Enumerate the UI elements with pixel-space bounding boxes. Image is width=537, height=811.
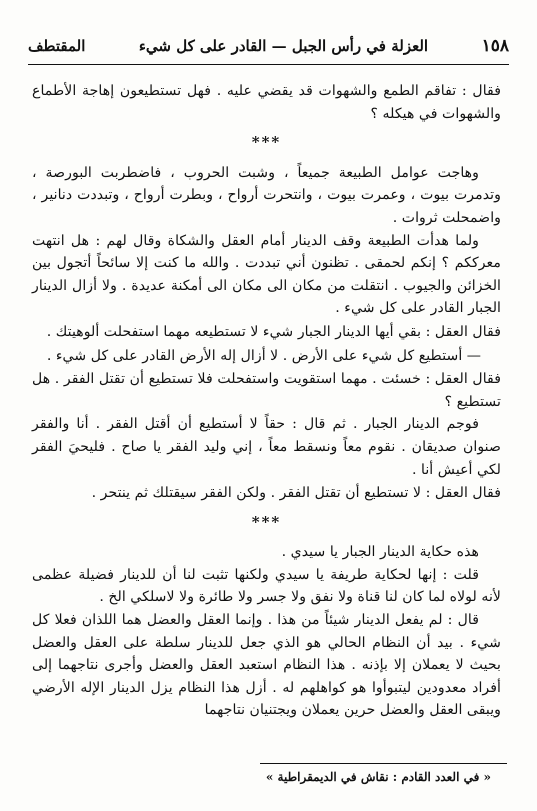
dialog-line: فقال العقل : خسئت . مهما استقويت واستفحلت فلا تستطيع أن تقتل الفقر . هل تستطيع ؟	[32, 371, 501, 410]
dialog-line: فقال العقل : بقي أيها الدينار الجبار شيء لا تستطيعه مهما استفحلت ألوهيتك .	[46, 323, 501, 340]
dialog-line: — أستطيع كل شيء على الأرض . لا أزال إله الأرض القادر على كل شيء .	[46, 347, 481, 364]
page-body	[32, 80, 501, 722]
paragraph: هذه حكاية الدينار الجبار يا سيدي .	[281, 544, 479, 561]
dialog-line: فقال العقل : لا تستطيع أن تقتل الفقر . ولكن الفقر سيقتلك ثم ينتحر .	[91, 485, 501, 502]
journal-name: المقتطف	[28, 37, 86, 55]
header-rule	[28, 64, 509, 65]
footer-note: « في العدد القادم : نقاش في الديمقراطية »	[265, 770, 491, 784]
page-number: ١٥٨	[481, 36, 509, 56]
paragraph: قلت : إنها لحكاية طريفة يا سيدي ولكنها تثبت لنا أن للدينار فضيلة عظمى لأنه لولاه لما كان لنا قناة ولا نفق ولا جسر ولا طائرة ولا لاسلكي الخ .	[32, 566, 501, 606]
paragraph: فوجم الدينار الجبار . ثم قال : حقاً لا أستطيع أن أقتل الفقر . أنا والفقر صنوان صديقان . نقوم معاً ونسقط معاً ، إني وليد الفقر يا صاح . فليحيَ الفقر لكي أعيش أنا .	[32, 416, 501, 478]
paragraph: قال : لم يفعل الدينار شيئاً من هذا . وإنما العقل والعضل هما اللذان فعلا كل شيء . بيد أن النظام الحالي هو الذي جعل للدينار سلطة على العقل والعضل بحيث لا يعملان إلا بإذنه . هذا النظام استعبد العقل والعضل وأجرى نتاجهما إلى أفراد معدودين ليتبوأوا هو كواهلهم له . أزل هذا النظام يزل الدينار الإله الأرضي ويبقى العقل والعضل حرين يعملان ويجتنيان نتاجهما	[32, 612, 501, 719]
paragraph: ولما هدأت الطبيعة وقف الدينار أمام العقل والشكاة وقال لهم : هل انتهت معرككم ؟ إنكم لحمقى . تظنون أني تبددت . والله ما كنت إلا سائحاً أتجول بين الخزائن والجيوب . انتقلت من مكان الى مكان الى أمكنة عديدة . ولا أزال الدينار الجبار القادر على كل شيء .	[32, 232, 501, 317]
paragraph: فقال : تفاقم الطمع والشهوات قد يقضي عليه . فهل تستطيعون إهاجة الأطماع والشهوات في هيكله ؟	[32, 83, 501, 122]
footer-rule	[260, 763, 507, 764]
page-header	[28, 30, 509, 62]
section-separator: ***	[251, 133, 282, 152]
paragraph: وهاجت عوامل الطبيعة جميعاً ، وشبت الحروب ، فاضطربت البورصة ، وتدمرت بيوت ، وعمرت بيوت ، وانتحرت أرواح ، وبطرت أرواح ، وتبددت دنانير ، واضمحلت ثروات .	[32, 164, 501, 226]
section-separator: ***	[251, 512, 282, 531]
running-title: العزلة في رأس الجبل — القادر على كل شيء	[138, 37, 429, 55]
